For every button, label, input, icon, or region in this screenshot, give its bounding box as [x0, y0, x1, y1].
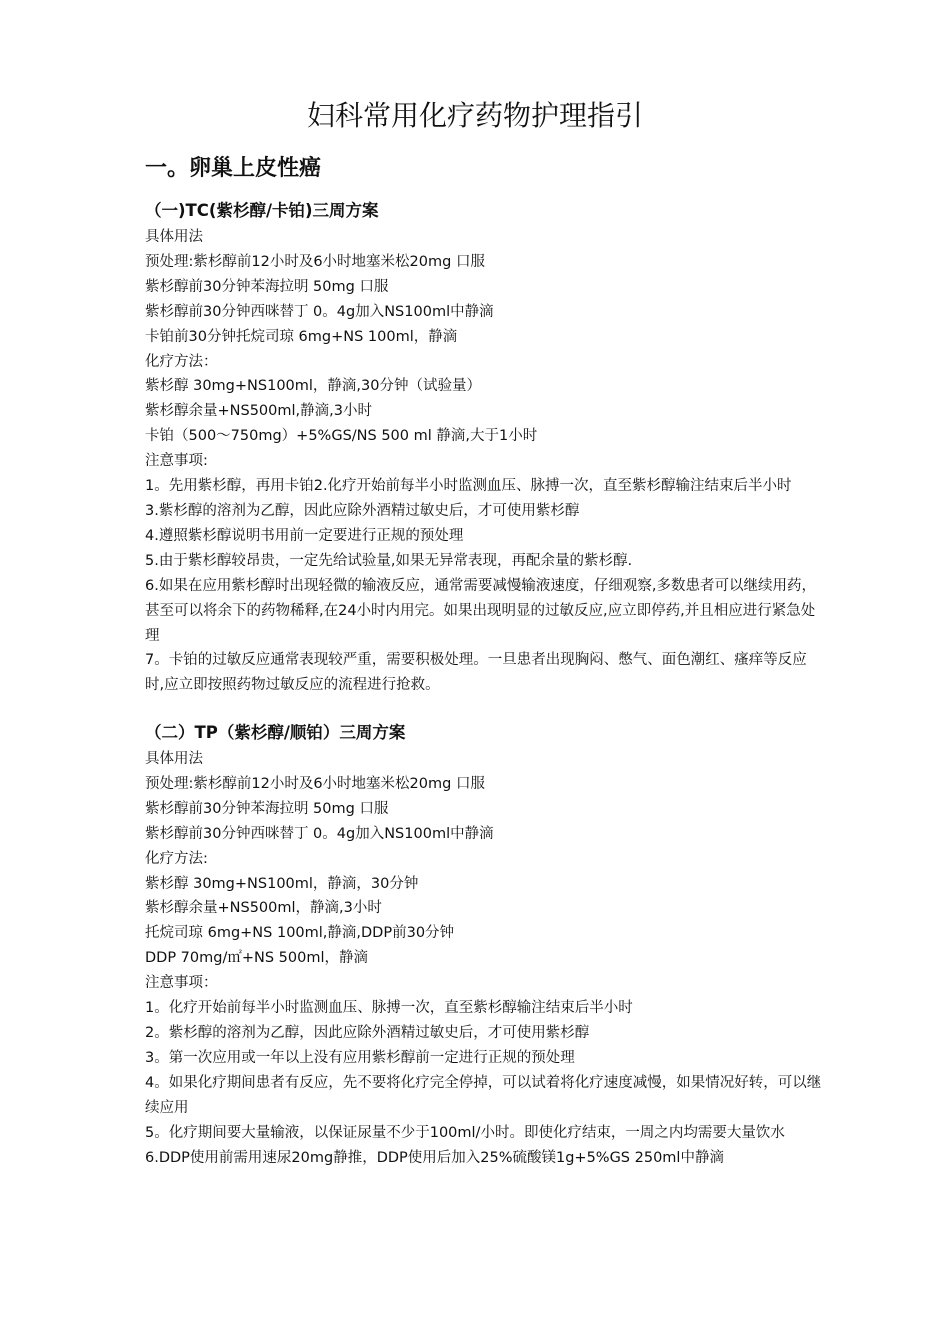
tc-regimen-text [145, 225, 825, 698]
text-line: 托烷司琼 6mg+NS 100ml,静滴,DDP前30分钟 [145, 925, 455, 942]
text-line: 注意事项： [145, 975, 218, 992]
text-line: 紫杉醇前30分钟西咪替丁 0。4g加入NS100ml中静滴 [145, 825, 494, 842]
text-line: 紫杉醇余量+NS500ml,静滴,3小时 [145, 403, 372, 420]
text-line: DDP 70mg/㎡+NS 500ml，静滴 [145, 950, 368, 967]
tp-regimen-text [145, 747, 825, 1170]
text-line: 紫杉醇前30分钟苯海拉明 50mg 口服 [145, 278, 389, 295]
note-paragraph: 3。第一次应用或一年以上没有应用紫杉醇前一定进行正规的预处理 [145, 1049, 575, 1066]
note-paragraph: 6.如果在应用紫杉醇时出现轻微的输液反应，通常需要减慢输液速度，仔细观察,多数患者可以继续用药，甚至可以将余下的药物稀释,在24小时内用完。如果出现明显的过敏反应,应立即停药,并且相应进行紧急处理 [145, 577, 816, 644]
text-line: 紫杉醇 30mg+NS100ml，静滴，30分钟 [145, 875, 419, 892]
note-paragraph: 2。紫杉醇的溶剂为乙醇，因此应除外酒精过敏史后，才可使用紫杉醇 [145, 1024, 590, 1041]
note-paragraph: 5.由于紫杉醇较昂贵，一定先给试验量,如果无异常表现，再配余量的紫杉醇. [145, 552, 633, 569]
note-paragraph: 7。卡铂的过敏反应通常表现较严重，需要积极处理。一旦患者出现胸闷、憋气、面色潮红、瘙痒等反应时,应立即按照药物过敏反应的流程进行抢救。 [145, 652, 807, 694]
section-heading-ovarian-cancer: 一。卵巢上皮性癌 [145, 156, 322, 181]
note-paragraph: 4.遵照紫杉醇说明书用前一定要进行正规的预处理 [145, 527, 464, 544]
document-title: 妇科常用化疗药物护理指引 [306, 99, 643, 132]
text-line: 预处理:紫杉醇前12小时及6小时地塞米松20mg 口服 [145, 253, 485, 270]
note-paragraph: 3.紫杉醇的溶剂为乙醇，因此应除外酒精过敏史后，才可使用紫杉醇 [145, 502, 580, 519]
text-line: 紫杉醇 30mg+NS100ml，静滴,30分钟（试验量） [145, 378, 481, 395]
note-paragraph: 6.DDP使用前需用速尿20mg静推，DDP使用后加入25%硫酸镁1g+5%GS 250ml中静滴 [145, 1149, 724, 1166]
note-paragraph: 4。如果化疗期间患者有反应，先不要将化疗完全停掉，可以试着将化疗速度减慢，如果情况好转，可以继续应用 [145, 1074, 822, 1116]
subsection-heading-tp: （二）TP（紫杉醇/顺铂）三周方案 [145, 723, 406, 742]
text-line: 紫杉醇前30分钟苯海拉明 50mg 口服 [145, 800, 389, 817]
text-line: 具体用法 [145, 751, 203, 767]
note-paragraph: 1。化疗开始前每半小时监测血压、脉搏一次，直至紫杉醇输注结束后半小时 [145, 1000, 633, 1017]
text-line: 预处理:紫杉醇前12小时及6小时地塞米松20mg 口服 [145, 775, 485, 792]
text-line: 紫杉醇前30分钟西咪替丁 0。4g加入NS100ml中静滴 [145, 303, 494, 320]
text-line: 注意事项: [145, 453, 208, 470]
subsection-heading-tc: （一)TC(紫杉醇/卡铂)三周方案 [145, 201, 379, 220]
text-line: 卡铂前30分钟托烷司琼 6mg+NS 100ml，静滴 [145, 328, 458, 345]
text-line: 化疗方法： [145, 353, 218, 370]
text-line: 紫杉醇余量+NS500ml，静滴,3小时 [145, 900, 382, 917]
text-line: 化疗方法: [145, 850, 208, 867]
text-line: 卡铂（500～750mg）+5%GS/NS 500 ml 静滴,大于1小时 [145, 428, 538, 445]
note-paragraph: 5。化疗期间要大量输液，以保证尿量不少于100ml/小时。即使化疗结束，一周之内均需要大量饮水 [145, 1124, 785, 1141]
text-line: 具体用法 [145, 229, 203, 245]
note-paragraph: 1。先用紫杉醇，再用卡铂2.化疗开始前每半小时监测血压、脉搏一次，直至紫杉醇输注结束后半小时 [145, 478, 792, 495]
